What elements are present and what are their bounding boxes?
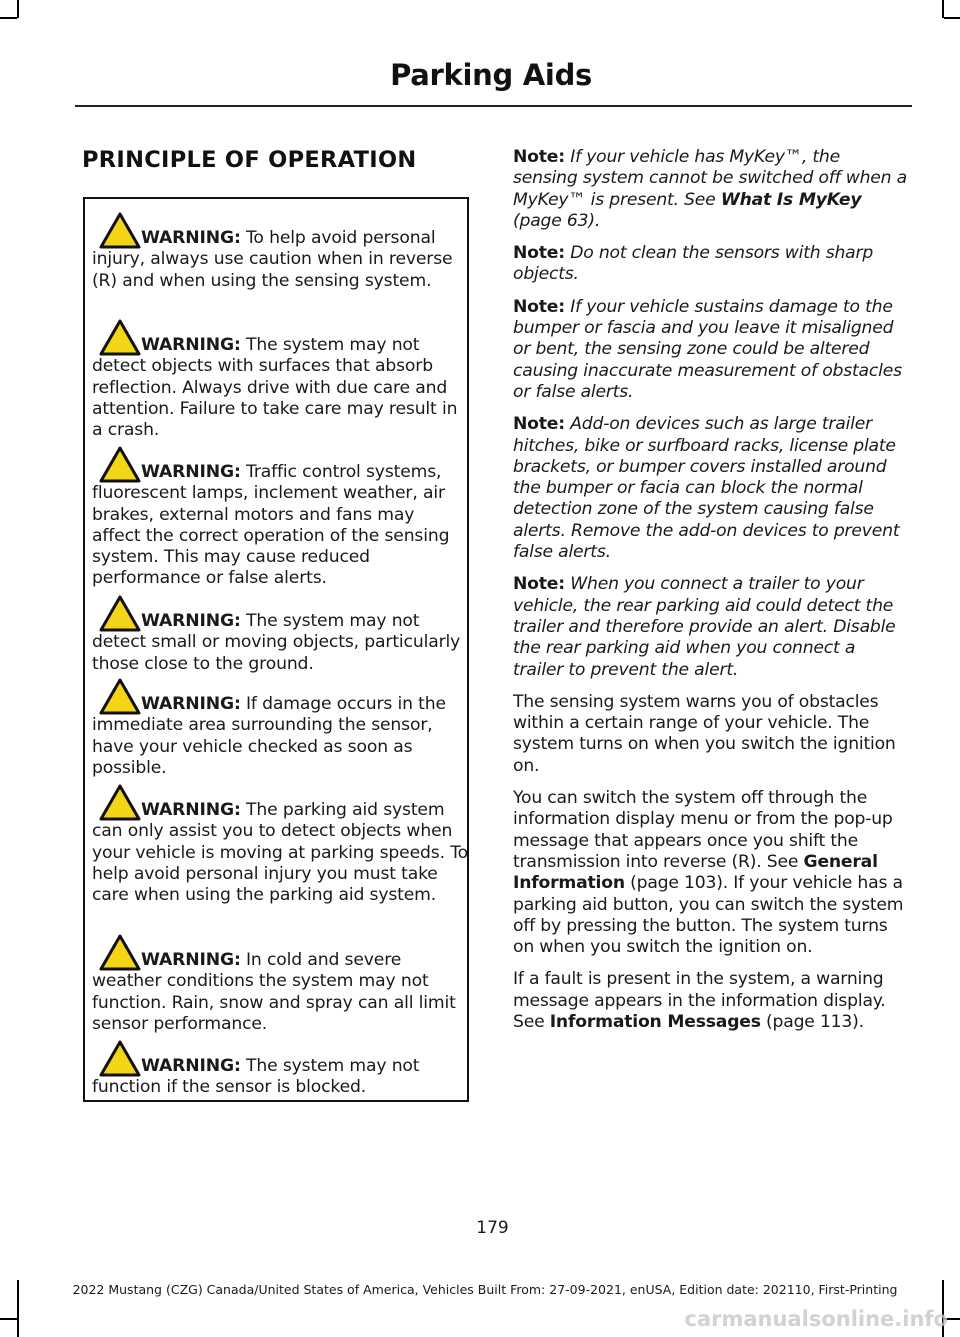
body-paragraph: The sensing system warns you of obstacles within a certain range of your vehicle. The system turns on when you switch the ignition on. <box>513 691 896 776</box>
warnings-box <box>83 197 469 1102</box>
note-trailer: Note: When you connect a trailer to your vehicle, the rear parking aid could detect the trailer and therefore provide an alert. Disable the rear parking aid when you connect a trailer to prevent the alert. <box>513 574 896 680</box>
page-number: 179 <box>476 1218 509 1238</box>
warning-triangle-icon <box>99 595 141 632</box>
warning-item: WARNING: If damage occurs in the immediate area surrounding the sensor, have your vehicle checked as soon as possible. <box>92 694 468 779</box>
body-paragraph: If a fault is present in the system, a warning message appears in the information display. See Information Messages (page 113). <box>513 969 886 1032</box>
header-divider <box>75 105 912 107</box>
warning-item: WARNING: The system may not detect objects with surfaces that absorb reflection. Always drive with due care and attention. Failure to take care may result in a crash. <box>92 335 468 441</box>
note-sharp-objects: Note: Do not clean the sensors with sharp objects. <box>513 243 874 285</box>
watermark: carmanualsonline.info <box>684 1307 948 1331</box>
warning-triangle-icon <box>99 446 141 483</box>
warning-item: WARNING: The system may not function if the sensor is blocked. <box>92 1056 468 1099</box>
crop-mark <box>0 17 17 19</box>
crop-mark <box>942 0 944 18</box>
link-what-is-mykey[interactable]: What Is MyKey <box>720 189 862 210</box>
warning-item: WARNING: In cold and severe weather conditions the system may not function. Rain, snow and spray can all limit sensor performance. <box>92 950 468 1035</box>
warning-triangle-icon <box>99 1040 141 1077</box>
link-information-messages[interactable]: Information Messages <box>549 1011 761 1032</box>
footer-edition-info: 2022 Mustang (CZG) Canada/United States of America, Vehicles Built From: 27-09-2021, enUSA, Edition date: 202110, First-Printing <box>72 1282 898 1297</box>
warning-triangle-icon <box>99 934 141 971</box>
crop-mark <box>944 17 960 19</box>
section-title: PRINCIPLE OF OPERATION <box>82 147 417 173</box>
warning-triangle-icon <box>99 678 141 715</box>
warning-item: WARNING: The parking aid system can only assist you to detect objects when your vehicle is moving at parking speeds. To help avoid personal injury you must take care when using the parking aid system. <box>92 800 468 906</box>
page-header-title: Parking Aids <box>390 58 592 92</box>
note-addon-devices: Note: Add-on devices such as large trailer hitches, bike or surfboard racks, license plate brackets, or bumper covers installed around the bumper or facia can block the normal detection zone of the system causing false alerts. Remove the add-on devices to prevent false alerts. <box>513 414 900 563</box>
warning-item: WARNING: Traffic control systems, fluorescent lamps, inclement weather, air brakes, external motors and fans may affect the correct operation of the sensing system. This may cause reduced performance or false alerts. <box>92 462 468 590</box>
crop-mark <box>0 1318 17 1320</box>
warning-triangle-icon <box>99 212 141 249</box>
link-general-information[interactable]: General Information <box>513 851 878 894</box>
warning-item: WARNING: The system may not detect small or moving objects, particularly those close to the ground. <box>92 611 468 675</box>
warning-item: WARNING: To help avoid personal injury, always use caution when in reverse (R) and when using the sensing system. <box>92 228 468 292</box>
body-paragraph: You can switch the system off through the information display menu or from the pop-up message that appears once you shift the transmission into reverse (R). See General Information (page 103). If your vehicle has a parking aid button, you can switch the system off by pressing the button. The system turns on when you switch the ignition on. <box>513 788 904 958</box>
crop-mark <box>17 0 19 18</box>
right-column <box>513 147 907 1044</box>
warning-triangle-icon <box>99 319 141 356</box>
note-mykey: Note: If your vehicle has MyKey™, the sensing system cannot be switched off when a MyKey™ is present. See What Is MyKey (page 63). <box>513 147 907 231</box>
note-bumper-damage: Note: If your vehicle sustains damage to the bumper or fascia and you leave it misaligned or bent, the sensing zone could be altered causing inaccurate measurement of obstacles or false alerts. <box>513 296 902 402</box>
warning-triangle-icon <box>99 784 141 821</box>
